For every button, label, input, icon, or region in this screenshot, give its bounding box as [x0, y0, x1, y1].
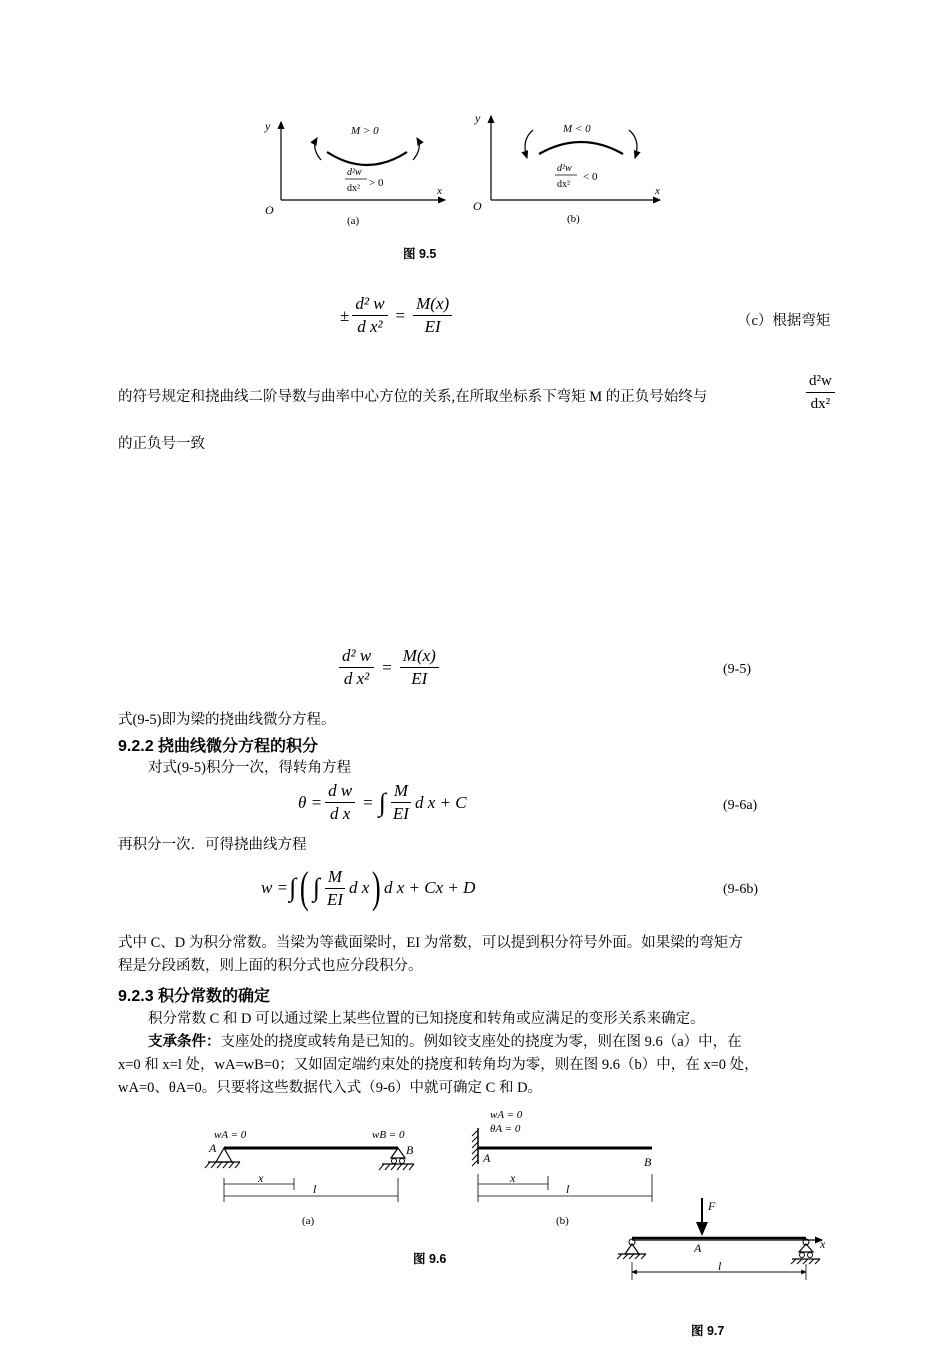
text-line: 再积分一次．可得挠曲线方程	[118, 837, 307, 853]
paragraph-support-conditions: x=0 和 x=l 处，wA=wB=0；又如固定端约束处的挠度和转角均为零，则在图 9.6（b）中，在 x=0 处，	[118, 1057, 759, 1073]
text-line: 式(9-5)即为梁的挠曲线微分方程。	[118, 712, 336, 728]
svg-text:O: O	[473, 199, 482, 213]
figure-9-5a	[264, 119, 445, 227]
svg-text:x: x	[655, 185, 660, 197]
svg-text:y: y	[475, 111, 481, 125]
figure-9-7	[610, 1190, 840, 1290]
x-axis-label: x	[437, 185, 442, 197]
figure-9-6a	[205, 1129, 414, 1227]
figure-9-6	[200, 1104, 670, 1234]
moment-label: M > 0	[351, 125, 379, 137]
svg-text:d²w: d²w	[347, 167, 362, 178]
svg-text:wA = 0: wA = 0	[214, 1129, 247, 1141]
svg-text:l: l	[718, 1259, 722, 1273]
paragraph-sign-rule-fraction: $\frac{\text{d²w}}{\text{dx²}}$	[803, 371, 838, 414]
text-line: 积分常数 C 和 D 可以通过梁上某些位置的已知挠度和转角或应满足的变形关系来确定。	[148, 1011, 705, 1027]
figure-9-7-caption: 图 9.7	[691, 1324, 725, 1338]
figure-9-5-caption: 图 9.5	[403, 247, 437, 261]
equation-9-6b: w = ∫ ( ∫ $\frac{M}{EI}$ d x ) d x + Cx + D	[261, 863, 476, 912]
equation-9-6b-tag: (9-6b)	[723, 882, 758, 897]
paragraph-support-conditions: 支承条件：支座处的挠度或转角是已知的。例如铰支座处的挠度为零，则在图 9.6（a）中，在	[148, 1034, 742, 1050]
figure-9-5b	[473, 111, 660, 225]
svg-text:A: A	[483, 1151, 491, 1165]
figure-9-6-caption: 图 9.6	[413, 1252, 447, 1266]
subfig-label: (a)	[347, 215, 360, 227]
svg-text:d²w: d²w	[557, 163, 572, 174]
svg-text:x: x	[510, 1171, 516, 1185]
equation-9-6a-tag: (9-6a)	[723, 798, 758, 813]
svg-text:(b): (b)	[567, 213, 580, 225]
equation-c-tag: （c）根据弯矩	[737, 313, 831, 329]
svg-text:(a): (a)	[302, 1215, 315, 1227]
svg-text:A: A	[694, 1241, 702, 1255]
equation-9-6a: θ = $\frac{\text{d w}}{\text{d x}}$ = ∫ $\frac{M}{EI}$ d x + C	[298, 781, 467, 823]
paragraph-constants: 程是分段函数，则上面的积分式也应分段积分。	[118, 958, 423, 974]
paragraph-sign-rule: 的符号规定和挠曲线二阶导数与曲率中心方位的关系,在所取坐标系下弯矩 M 的正负号始终与	[118, 389, 708, 405]
section-heading-9-2-2: 9.2.2 挠曲线微分方程的积分	[118, 738, 319, 755]
pin-support	[216, 1148, 232, 1162]
equation-9-5: $\frac{\text{d² w}}{\text{d x²}}$ = $\frac{M(x)}{EI}$	[336, 646, 442, 689]
svg-text:x: x	[820, 1237, 826, 1251]
svg-text:wA = 0: wA = 0	[490, 1109, 523, 1121]
svg-text:θA = 0: θA = 0	[490, 1123, 521, 1135]
svg-text:> 0: > 0	[369, 177, 384, 189]
svg-text:wB = 0: wB = 0	[372, 1129, 405, 1141]
equation-c: ± $\frac{\text{d² w}}{\text{d x²}}$ = $\frac{M(x)}{EI}$	[340, 294, 455, 337]
section-heading-9-2-3: 9.2.3 积分常数的确定	[118, 988, 271, 1005]
y-axis-label: y	[265, 119, 271, 133]
equation-9-5-tag: (9-5)	[723, 662, 751, 677]
svg-text:l: l	[313, 1182, 317, 1196]
svg-text:dx²: dx²	[347, 183, 360, 194]
svg-text:B: B	[644, 1155, 652, 1169]
svg-text:l: l	[566, 1182, 570, 1196]
svg-text:(b): (b)	[556, 1215, 569, 1227]
svg-text:x: x	[258, 1171, 264, 1185]
svg-text:F: F	[708, 1199, 716, 1213]
svg-text:B: B	[406, 1143, 414, 1157]
origin-label: O	[265, 203, 274, 217]
paragraph-sign-rule-end: 的正负号一致	[118, 436, 205, 452]
text-line: 对式(9-5)积分一次，得转角方程	[148, 760, 351, 776]
svg-text:M < 0: M < 0	[563, 123, 591, 135]
svg-text:< 0: < 0	[583, 171, 598, 183]
paragraph-support-conditions: wA=0、θA=0。只要将这些数据代入式（9-6）中就可确定 C 和 D。	[118, 1080, 543, 1096]
figure-9-5	[255, 108, 675, 228]
svg-text:dx²: dx²	[557, 179, 570, 190]
paragraph-constants: 式中 C、D 为积分常数。当梁为等截面梁时，EI 为常数，可以提到积分符号外面。如果梁的弯矩方	[118, 935, 743, 951]
svg-text:A: A	[209, 1141, 217, 1155]
